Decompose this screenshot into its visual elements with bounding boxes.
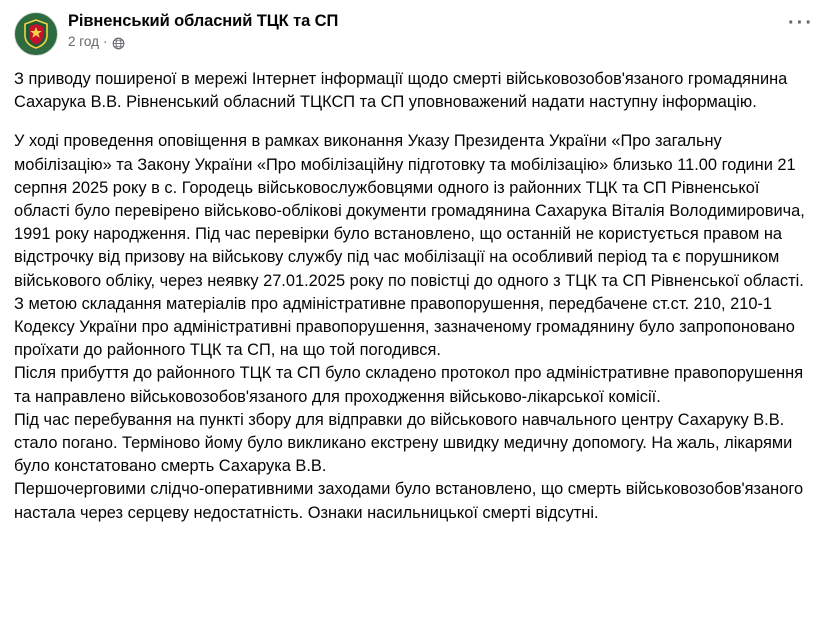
- meta-separator: ·: [102, 34, 108, 49]
- post-header-text: [68, 10, 338, 50]
- post-timestamp[interactable]: 2 год: [68, 34, 99, 49]
- post-paragraph: Під час перебування на пункті збору для відправки до військового навчального центру Сахаруку В.В. стало погано. Терміново йому було викликано екстрену швидку медичну допомогу. На жаль, лікарями було констатовано смерть Сахарука В.В.: [14, 410, 793, 476]
- post-body: [0, 60, 830, 525]
- avatar[interactable]: [14, 12, 58, 56]
- post-paragraph: З приводу поширеної в мережі Інтернет інформації щодо смерті військовозобов'язаного громадянина Сахарука В.В. Рівненський обласний ТЦКСП та СП уповноважений надати наступну інформацію.: [14, 70, 788, 112]
- post-paragraph: З метою складання матеріалів про адміністративне правопорушення, передбачене ст.ст. 210, 210-1 Кодексу України про адміністративні правопорушення, зазначеному громадянину було запропоновано проїхати до районного ТЦК та СП, на що той погодився.: [14, 294, 795, 360]
- post-paragraph: Після прибуття до районного ТЦК та СП було складено протокол про адміністративне правопорушення та направлено військовозобов'язаного для проходження військово-лікарської комісії.: [14, 364, 804, 406]
- post-paragraph: Першочерговими слідчо-оперативними заходами було встановлено, що смерть військовозобов'язаного настала через серцеву недостатність. Ознаки насильницької смерті відсутні.: [14, 480, 804, 522]
- more-options-button[interactable]: ···: [788, 12, 814, 34]
- post-meta: [68, 34, 338, 50]
- shield-emblem-icon: [23, 19, 49, 49]
- page-name[interactable]: Рівненський обласний ТЦК та СП: [68, 12, 339, 30]
- post-header: [0, 0, 830, 60]
- post-paragraph: У ході проведення оповіщення в рамках виконання Указу Президента України «Про загальну мобілізацію» та Закону України «Про мобілізаційну підготовку та мобілізацію» близько 11.00 години 21 серпня 2025 року в с. Городець військовослужбовцями одного із районних ТЦК та СП Рівненської області було перевірено військово-облікові документи громадянина Сахарука Віталія Володимировича, 1991 року народження. Під час перевірки було встановлено, що останній не користується правом на відстрочку від призову на військову службу під час мобілізації на особливий період та є порушником військового обліку, через неявку 27.01.2025 року по повістці до одного з ТЦК та СП Рівненської області.: [14, 132, 805, 290]
- globe-icon: [112, 37, 125, 50]
